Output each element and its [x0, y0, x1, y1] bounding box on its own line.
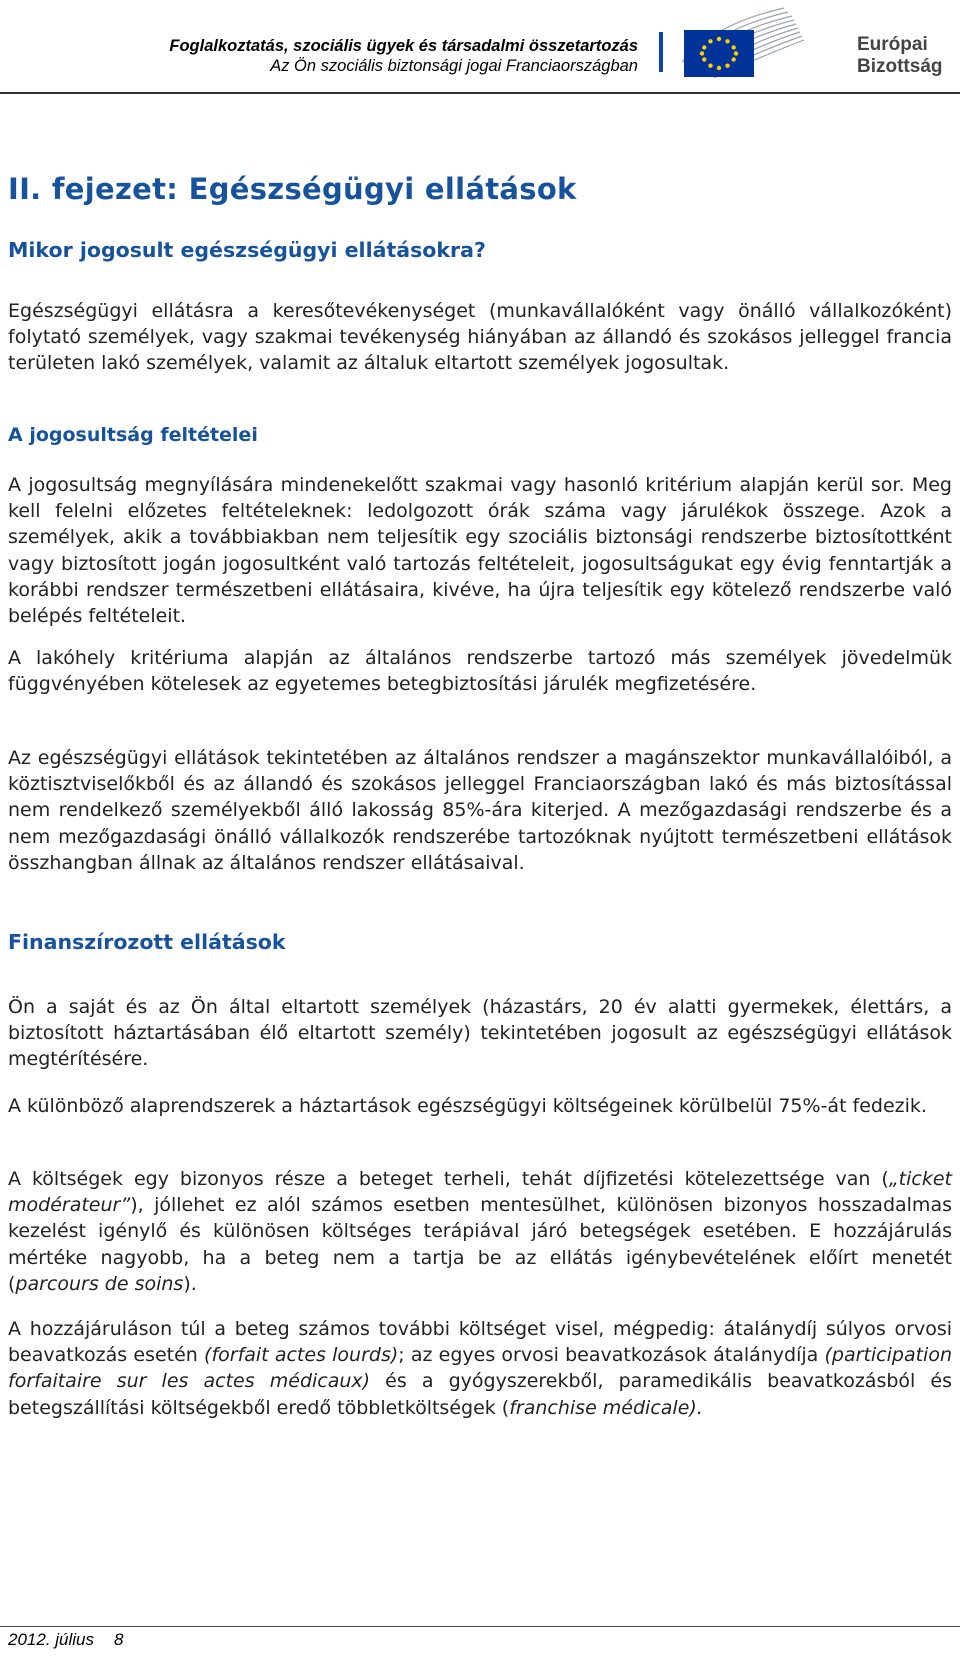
- paragraph-eligibility-criteria: A jogosultság megnyílására mindenekelőtt szakmai vagy hasonló kritérium alapján kerül sor. Meg kell felelni előzetes feltételeknek: ledolgozott órák száma vagy járulékok összege. Azok a személyek, akik a továbbiakban nem teljesítik egy szociális biztonsági rendszerbe biztosítottként vagy biztosított jogán jogosultként való tartozás feltételeit, jogosultságukat egy évig fenntartják a korábbi rendszer természetbeni ellátásaira, kivéve, ha újra teljesítik egy kötelező rendszerbe való belépés feltételeit.: [8, 474, 952, 628]
- chapter-title: II. fejezet: Egészségügyi ellátások: [8, 172, 577, 206]
- header-divider: [659, 32, 663, 72]
- paragraph-eligibility-intro: Egészségügyi ellátásra a keresőtevékenységet (munkavállalóként vagy önálló vállalkozóként) folytató személyek, vagy szakmai tevékenység hiányában az állandó és szokásos jelleggel francia területen lakó személyek, valamit az általuk eltartott személyek jogosultak.: [8, 300, 952, 375]
- paragraph-dependants: Ön a saját és az Ön által eltartott személyek (házastárs, 20 év alatti gyermekek, élettárs, a biztosított háztartásában élő eltartott személy) tekintetében jogosult az egészségügyi ellátások megtérítésére.: [8, 996, 952, 1071]
- section-title-financed: Finanszírozott ellátások: [8, 930, 286, 954]
- header-doc-title: Az Ön szociális biztonsági jogai Franciaországban: [270, 57, 638, 75]
- paragraph-general-scheme: Az egészségügyi ellátások tekintetében az általános rendszer a magánszektor munkavállalóiból, a köztisztviselőkből és az állandó és szokásos jelleggel Franciaországban lakó és más biztosítással nem rendelkező személyekből álló lakosság 85%-ára kiterjed. A mezőgazdasági rendszerbe és a nem mezőgazdasági önálló vállalkozók rendszerébe tartozóknak nyújtott természetbeni ellátások összhangban állnak az általános rendszer ellátásaival.: [8, 747, 952, 874]
- header-text: [169, 36, 638, 76]
- copayment-text-a: A költségek egy bizonyos része a beteget terheli, tehát díjfizetési kötelezettsége van (: [8, 1168, 889, 1190]
- paragraph-coverage: A különböző alaprendszerek a háztartások egészségügyi költségeinek körülbelül 75%-át fedezik.: [8, 1095, 927, 1117]
- logo-text-line2: Bizottság: [857, 56, 943, 77]
- forfait-actes-lourds-term: (forfait actes lourds): [204, 1344, 399, 1367]
- copayment-text-c: ), jóllehet ez alól számos esetben mentesülhet, különösen bizonyos hosszadalmas kezelést igénylő és különösen költséges terápiával járó betegségek esetében. E hozzájárulás mértéke nagyobb, ha a beteg nem a tartja be az ellátás igénybevételének előírt menetét (: [8, 1194, 952, 1295]
- logo-text-line1: Európai: [857, 34, 928, 55]
- header-dg-title: Foglalkoztatás, szociális ügyek és társadalmi összetartozás: [169, 37, 638, 55]
- footer-rule: [0, 1626, 960, 1627]
- header-rule: [0, 92, 960, 94]
- question-title: Mikor jogosult egészségügyi ellátásokra?: [8, 238, 486, 262]
- parcours-de-soins-term: parcours de soins: [15, 1272, 184, 1295]
- paragraph-additional-costs: [8, 1316, 952, 1421]
- costs-text-c: ; az egyes orvosi beavatkozások átalánydíja: [398, 1344, 825, 1367]
- page-header: [0, 0, 960, 94]
- page-number: 8: [114, 1630, 124, 1649]
- logo-text: [857, 34, 943, 78]
- participation-forfaitaire-term: (participation forfaitaire sur les actes médicaux): [8, 1344, 952, 1393]
- section-title-eligibility: A jogosultság feltételei: [8, 424, 258, 446]
- paragraph-residence-criterion: A lakóhely kritériuma alapján az általános rendszerbe tartozó más személyek jövedelmük függvényében kötelesek az egyetemes betegbiztosítási járulék megfizetésére.: [8, 647, 952, 696]
- paragraph-copayment: [8, 1166, 952, 1297]
- costs-text-e: és a gyógyszerekből, paramedikális beavatkozásból és betegszállítási költségekből eredő többletköltségek (: [8, 1370, 952, 1419]
- ticket-moderateur-term: „ticket modérateur”: [8, 1168, 952, 1217]
- franchise-medicale-term: franchise médicale).: [509, 1396, 703, 1419]
- costs-text-a: A hozzájáruláson túl a beteg számos további költséget visel, mégpedig: átalánydíj súlyos orvosi beavatkozás esetén: [8, 1318, 952, 1367]
- copayment-text-e: ).: [183, 1272, 197, 1295]
- footer-date: 2012. július: [8, 1630, 95, 1649]
- page-footer: [8, 1630, 143, 1650]
